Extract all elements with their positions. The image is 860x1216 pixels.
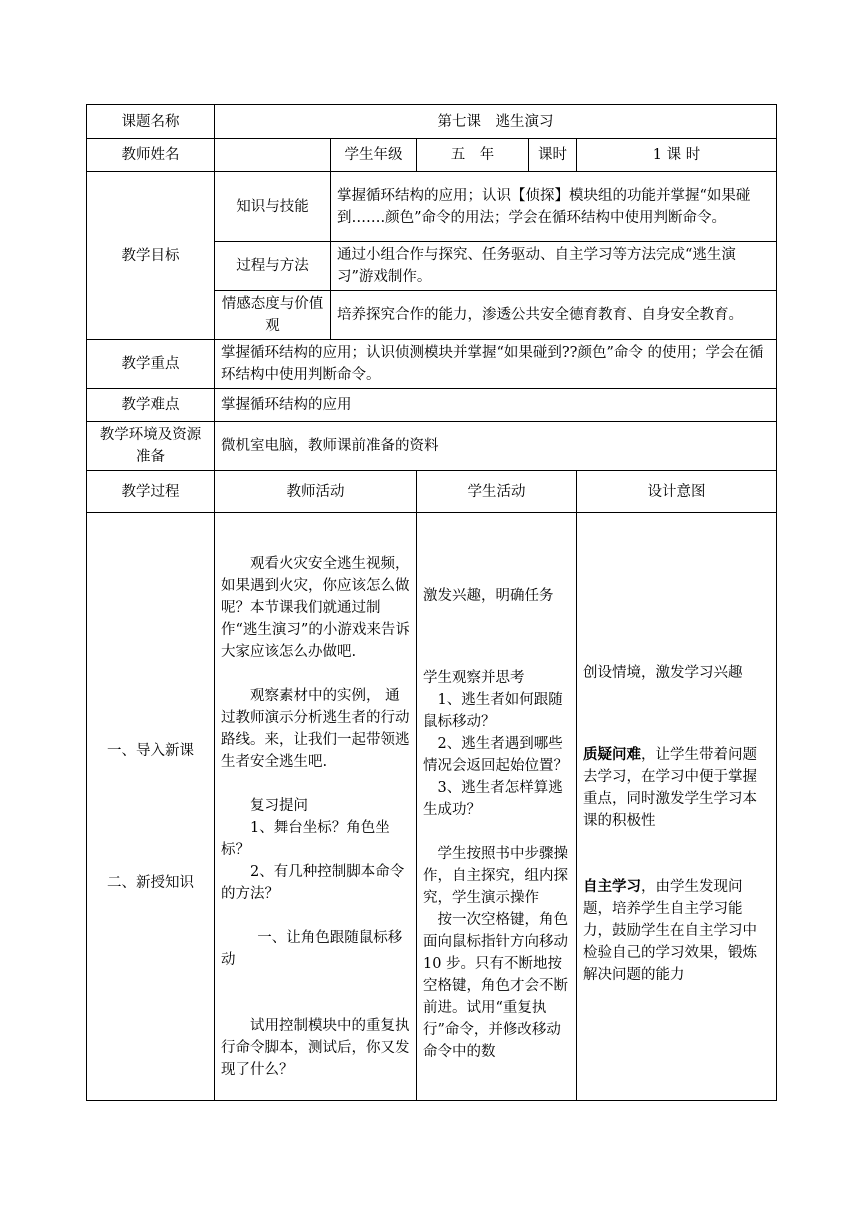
difficulty-label: 教学难点: [87, 389, 215, 422]
student-p7: 按一次空格键，角色面向鼠标指针方向移动 10 步。只有不断地按空格键，角色才会不断前进。试用“重复执行”命令，并修改移动命令中的数: [423, 911, 568, 1060]
teacher-p7: 试用控制模块中的重复执行命令脚本，测试后，你又发现了什么？: [221, 1017, 410, 1078]
focus-row: [87, 340, 777, 389]
topic-label: 课题名称: [87, 105, 215, 139]
process-header-col4: 设计意图: [577, 471, 777, 513]
process-header-col3: 学生活动: [417, 471, 577, 513]
design-p1: 创设情境，激发学习兴趣: [583, 664, 743, 681]
stage-column: [87, 513, 215, 1101]
process-header-col2: 教师活动: [215, 471, 417, 513]
goals-label: 教学目标: [87, 172, 215, 340]
teacher-activity-cell: [215, 513, 417, 1101]
topic-value: 第七课 逃生演习: [215, 105, 777, 139]
student-p3: 1、逃生者如何跟随鼠标移动？: [423, 691, 563, 730]
design-p2-bold: 质疑问难: [583, 745, 641, 763]
teacher-label: 教师姓名: [87, 139, 215, 172]
design-p2-rest: ，让学生带着问题去学习，在学习中便于掌握重点，同时激发学生学习本课的积极性: [583, 746, 757, 829]
design-p3-rest: ，由学生发现问题，培养学生自主学习能力，鼓励学生在自主学习中检验自己的学习效果，锻炼解决问题的能力: [583, 878, 757, 983]
environment-label: 教学环境及资源准备: [87, 422, 215, 471]
environment-text: 微机室电脑，教师课前准备的资料: [215, 422, 777, 471]
student-activity-cell: [417, 513, 577, 1101]
teacher-row: [87, 139, 777, 172]
teacher-p3: 复习提问: [250, 797, 308, 814]
stage-intro: 一、导入新课: [107, 742, 194, 759]
difficulty-row: [87, 389, 777, 422]
design-intent-cell: [577, 513, 777, 1101]
process-content-row: [87, 513, 777, 1101]
difficulty-text: 掌握循环结构的应用: [215, 389, 777, 422]
focus-label: 教学重点: [87, 340, 215, 389]
design-p2: [583, 744, 770, 832]
grade-value: 五 年: [417, 139, 529, 172]
teacher-p1: 观看火灾安全逃生视频，如果遇到火灾，你应该怎么做呢？本节课我们就通过制作“逃生演习”的小游戏来告诉大家应该怎么办做吧.: [221, 555, 410, 660]
lesson-plan-table: [86, 104, 777, 1101]
design-p3-bold: 自主学习: [583, 877, 641, 895]
student-p4: 2、逃生者遇到哪些情况会返回起始位置？: [423, 735, 568, 774]
process-header-col1: 教学过程: [87, 471, 215, 513]
teacher-p2: 观察素材中的实例， 通过教师演示分析逃生者的行动路线。来，让我们一起带领逃生者安全逃生吧.: [221, 687, 410, 770]
period-value: 1 课 时: [577, 139, 777, 172]
emotion-label: 情感态度与价值观: [215, 291, 331, 340]
teacher-p6: 一、让角色跟随鼠标移动: [221, 929, 403, 968]
knowledge-text: 掌握循环结构的应用；认识【侦探】模块组的功能并掌握“如果碰到…….颜色”命令的用法；学会在循环结构中使用判断命令。: [331, 172, 777, 242]
design-p3: [583, 876, 770, 986]
student-p2: 学生观察并思考: [423, 669, 525, 686]
knowledge-label: 知识与技能: [215, 172, 331, 242]
teacher-p4: 1、舞台坐标？角色坐标？: [221, 819, 390, 858]
emotion-text: 培养探究合作的能力，渗透公共安全德育教育、自身安全教育。: [331, 291, 777, 340]
period-label: 课时: [529, 139, 577, 172]
student-p5: 3、逃生者怎样算逃生成功？: [423, 779, 563, 818]
process-header-row: [87, 471, 777, 513]
student-p1: 激发兴趣，明确任务: [423, 587, 554, 604]
process-method-label: 过程与方法: [215, 242, 331, 291]
student-p6: 学生按照书中步骤操作，自主探究，组内探究，学生演示操作: [423, 845, 568, 906]
teacher-p5: 2、有几种控制脚本命令的方法？: [221, 863, 405, 902]
goal-knowledge-row: [87, 172, 777, 242]
process-method-text: 通过小组合作与探究、任务驱动、自主学习等方法完成“逃生演习”游戏制作。: [331, 242, 777, 291]
teacher-value: [215, 139, 331, 172]
stage-new-knowledge: 二、新授知识: [107, 874, 194, 891]
environment-row: [87, 422, 777, 471]
grade-label: 学生年级: [331, 139, 417, 172]
focus-text: 掌握循环结构的应用；认识侦测模块并掌握“如果碰到??颜色”命令 的使用；学会在循环结构中使用判断命令。: [215, 340, 777, 389]
topic-row: [87, 105, 777, 139]
